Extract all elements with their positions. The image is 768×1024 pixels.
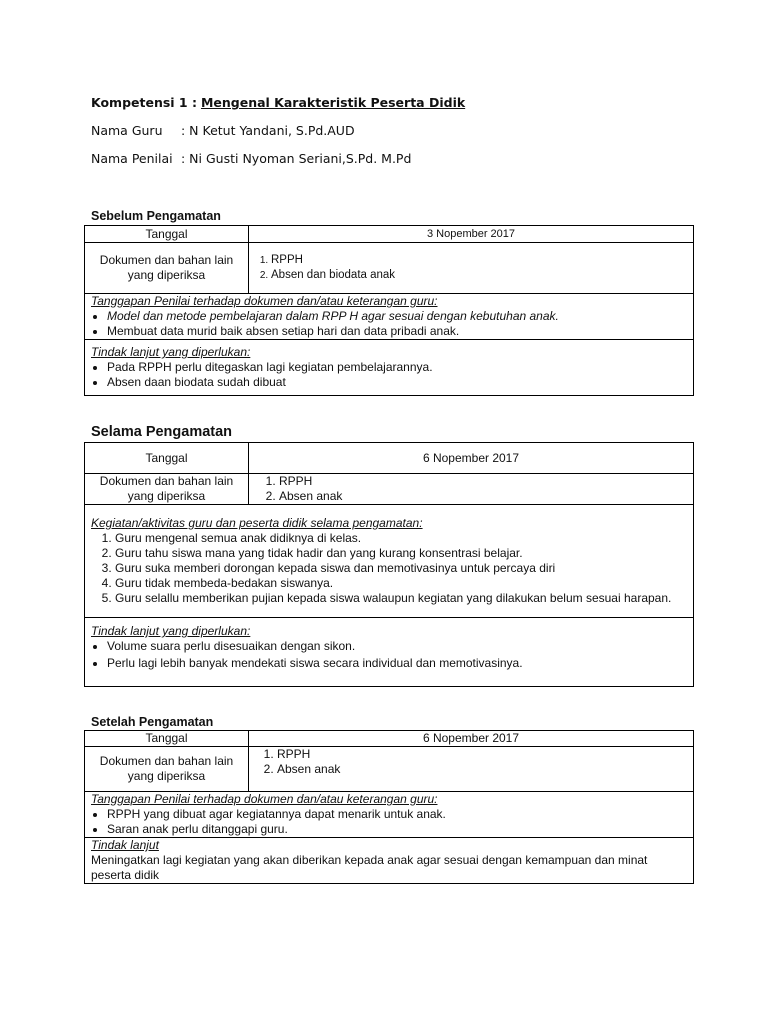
setelah-title: Setelah Pengamatan: [91, 715, 214, 729]
sebelum-tanggapan-cell: [85, 294, 694, 340]
selama-tindak-cell: [85, 618, 694, 687]
selama-kegiatan-heading: Kegiatan/aktivitas guru dan peserta didik selama pengamatan:: [91, 516, 423, 530]
list-item: 1. Guru mengenal semua anak didiknya di kelas.: [115, 531, 687, 546]
list-item: • Membuat data murid baik absen setiap hari dan data pribadi anak.: [107, 324, 687, 339]
selama-tanggal-label: Tanggal: [85, 443, 249, 474]
selama-dokumen-label: Dokumen dan bahan lain yang diperiksa: [85, 474, 249, 505]
setelah-dokumen-list: [255, 747, 687, 777]
guru-value: : N Ketut Yandani, S.Pd.AUD: [181, 123, 355, 138]
list-item: 1. RPPH: [279, 474, 687, 489]
setelah-tanggal-value: 6 Nopember 2017: [249, 731, 694, 747]
list-item: • Saran anak perlu ditanggapi guru.: [107, 822, 687, 837]
selama-dokumen-cell: [249, 474, 694, 505]
list-item: • Pada RPPH perlu ditegaskan lagi kegiatan pembelajarannya.: [107, 360, 687, 375]
sebelum-table: [84, 225, 694, 396]
sebelum-tanggapan-heading: Tanggapan Penilai terhadap dokumen dan/atau keterangan guru:: [91, 294, 438, 308]
setelah-tindak-text: Meningatkan lagi kegiatan yang akan diberikan kepada anak agar sesuai dengan kemampuan dan minat peserta didik: [91, 853, 648, 882]
list-item: 1. RPPH: [271, 253, 687, 268]
list-item: • Absen daan biodata sudah dibuat: [107, 375, 687, 390]
list-item: • Volume suara perlu disesuaikan dengan sikon.: [107, 639, 687, 654]
sebelum-dokumen-list: [255, 253, 687, 283]
selama-dokumen-list: [255, 474, 687, 504]
list-item: 4. Guru tidak membeda-bedakan siswanya.: [115, 576, 687, 591]
sebelum-tanggal-label: Tanggal: [85, 226, 249, 243]
list-item: 2. Absen anak: [277, 762, 687, 777]
setelah-tanggapan-heading: Tanggapan Penilai terhadap dokumen dan/atau keterangan guru:: [91, 792, 438, 806]
kompetensi-line: [91, 95, 465, 110]
selama-tindak-list: [91, 639, 687, 671]
guru-line: [91, 123, 355, 138]
list-item: 2. Absen anak: [279, 489, 687, 504]
sebelum-tanggal-value: 3 Nopember 2017: [249, 226, 694, 243]
selama-table: [84, 442, 694, 687]
setelah-dokumen-label: Dokumen dan bahan lain yang diperiksa: [85, 747, 249, 792]
penilai-label: Nama Penilai: [91, 151, 173, 166]
selama-tindak-heading: Tindak lanjut yang diperlukan:: [91, 624, 251, 638]
setelah-tanggal-label: Tanggal: [85, 731, 249, 747]
sebelum-dokumen-label: Dokumen dan bahan lain yang diperiksa: [85, 243, 249, 294]
sebelum-dokumen-cell: [249, 243, 694, 294]
list-item: • RPPH yang dibuat agar kegiatannya dapat menarik untuk anak.: [107, 807, 687, 822]
setelah-tanggapan-cell: [85, 792, 694, 838]
list-item: 3. Guru suka memberi dorongan kepada siswa dan memotivasinya untuk percaya diri: [115, 561, 687, 576]
selama-kegiatan-cell: [85, 505, 694, 618]
list-item: 2. Guru tahu siswa mana yang tidak hadir dan yang kurang konsentrasi belajar.: [115, 546, 687, 561]
sebelum-tindak-list: [91, 360, 687, 390]
kompetensi-label: Kompetensi 1 :: [91, 95, 197, 110]
sebelum-tanggapan-list: [91, 309, 687, 339]
setelah-table: [84, 730, 694, 884]
selama-tanggal-value: 6 Nopember 2017: [249, 443, 694, 474]
list-item: 2. Absen dan biodata anak: [271, 268, 687, 283]
setelah-tindak-heading: Tindak lanjut: [91, 838, 159, 852]
list-item: • Perlu lagi lebih banyak mendekati siswa secara individual dan memotivasinya.: [107, 656, 687, 671]
setelah-tanggapan-list: [91, 807, 687, 837]
penilai-value: : Ni Gusti Nyoman Seriani,S.Pd. M.Pd: [181, 151, 412, 166]
selama-title: Selama Pengamatan: [91, 424, 233, 440]
sebelum-tindak-cell: [85, 340, 694, 396]
sebelum-tindak-heading: Tindak lanjut yang diperlukan:: [91, 345, 251, 359]
setelah-tindak-cell: [85, 838, 694, 884]
setelah-dokumen-cell: [249, 747, 694, 792]
selama-kegiatan-list: [91, 531, 687, 606]
list-item: 1. RPPH: [277, 747, 687, 762]
penilai-line: [91, 151, 411, 166]
list-item: • Model dan metode pembelajaran dalam RPP H agar sesuai dengan kebutuhan anak.: [107, 309, 687, 324]
kompetensi-value: Mengenal Karakteristik Peserta Didik: [200, 95, 466, 110]
list-item: 5. Guru selallu memberikan pujian kepada siswa walaupun kegiatan yang dilakukan belum sesuai harapan.: [115, 591, 687, 606]
guru-label: Nama Guru: [91, 123, 163, 138]
sebelum-title: Sebelum Pengamatan: [91, 209, 221, 223]
